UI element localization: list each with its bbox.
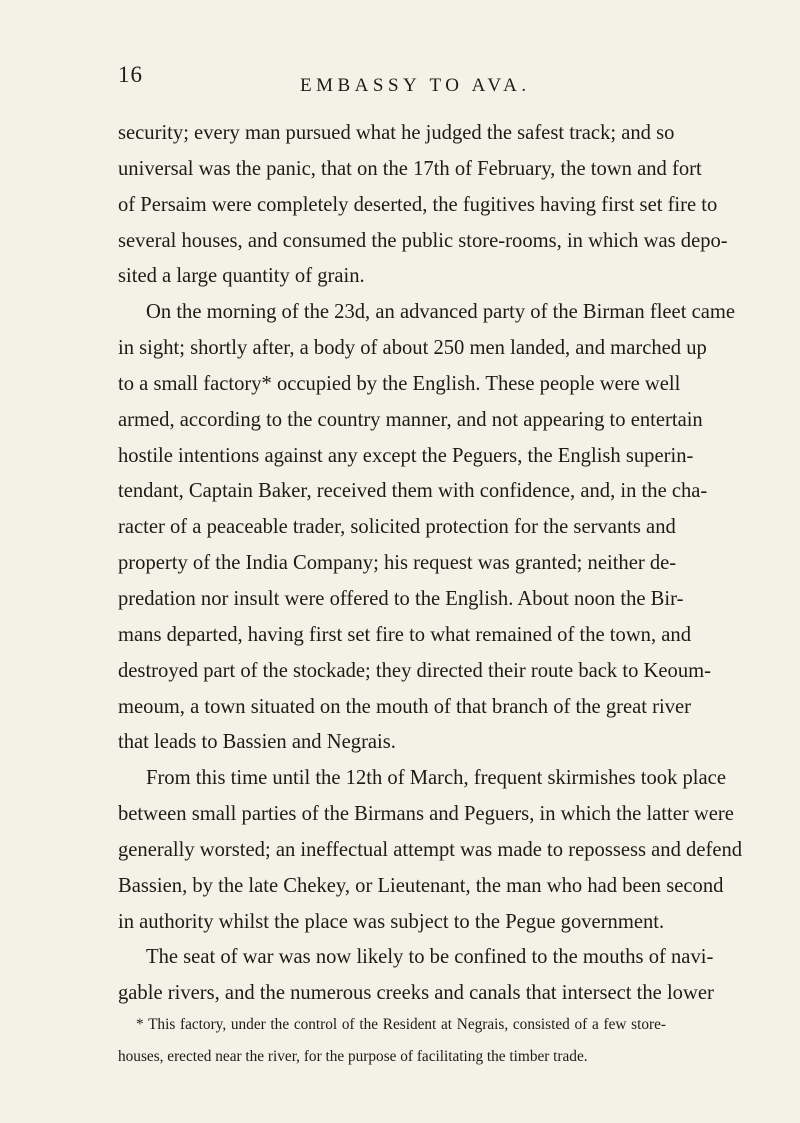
body-line: On the morning of the 23d, an advanced party of the Birman fleet came	[146, 301, 736, 324]
body-line: armed, according to the country manner, and not appearing to entertain	[118, 408, 703, 431]
body-line: universal was the panic, that on the 17th of February, the town and fort	[118, 157, 702, 180]
body-line: meoum, a town situated on the mouth of that branch of the great river	[118, 695, 692, 718]
footnote-line: houses, erected near the river, for the purpose of facilitating the timber trade.	[118, 1048, 588, 1065]
body-line: security; every man pursued what he judged the safest track; and so	[118, 122, 675, 144]
body-line: racter of a peaceable trader, solicited protection for the servants and	[118, 516, 676, 539]
body-line: hostile intentions against any except the Peguers, the English superin-	[118, 444, 694, 467]
body-line: predation nor insult were offered to the English. About noon the Bir-	[118, 587, 684, 610]
body-line: between small parties of the Birmans and Peguers, in which the latter were	[118, 803, 734, 826]
body-text	[118, 116, 743, 1012]
footnote	[118, 1009, 666, 1073]
body-line: destroyed part of the stockade; they directed their route back to Keoum-	[118, 659, 711, 682]
body-line: in authority whilst the place was subject to the Pegue government.	[118, 910, 665, 933]
running-title: EMBASSY TO AVA.	[300, 75, 531, 96]
body-line: that leads to Bassien and Negrais.	[118, 731, 396, 754]
body-line: From this time until the 12th of March, frequent skirmishes took place	[146, 767, 726, 790]
body-line: of Persaim were completely deserted, the fugitives having first set fire to	[118, 193, 718, 216]
body-line: mans departed, having first set fire to what remained of the town, and	[118, 623, 692, 646]
page-number: 16	[118, 62, 143, 87]
body-line: gable rivers, and the numerous creeks and canals that intersect the lower	[118, 982, 714, 1005]
body-line: property of the India Company; his request was granted; neither de-	[118, 552, 677, 575]
body-line: sited a large quantity of grain.	[118, 265, 365, 288]
footnote-line: * This factory, under the control of the Resident at Negrais, consisted of a few store-	[136, 1016, 666, 1033]
body-line: in sight; shortly after, a body of about 250 men landed, and marched up	[118, 337, 707, 360]
body-line: several houses, and consumed the public store-rooms, in which was depo-	[118, 229, 728, 252]
body-line: generally worsted; an ineffectual attempt was made to repossess and defend	[118, 838, 743, 861]
body-line: Bassien, by the late Chekey, or Lieutenant, the man who had been second	[118, 874, 724, 897]
body-line: tendant, Captain Baker, received them with confidence, and, in the cha-	[118, 480, 708, 503]
body-line: to a small factory* occupied by the English. These people were well	[118, 372, 681, 395]
body-line: The seat of war was now likely to be confined to the mouths of navi-	[146, 946, 714, 969]
